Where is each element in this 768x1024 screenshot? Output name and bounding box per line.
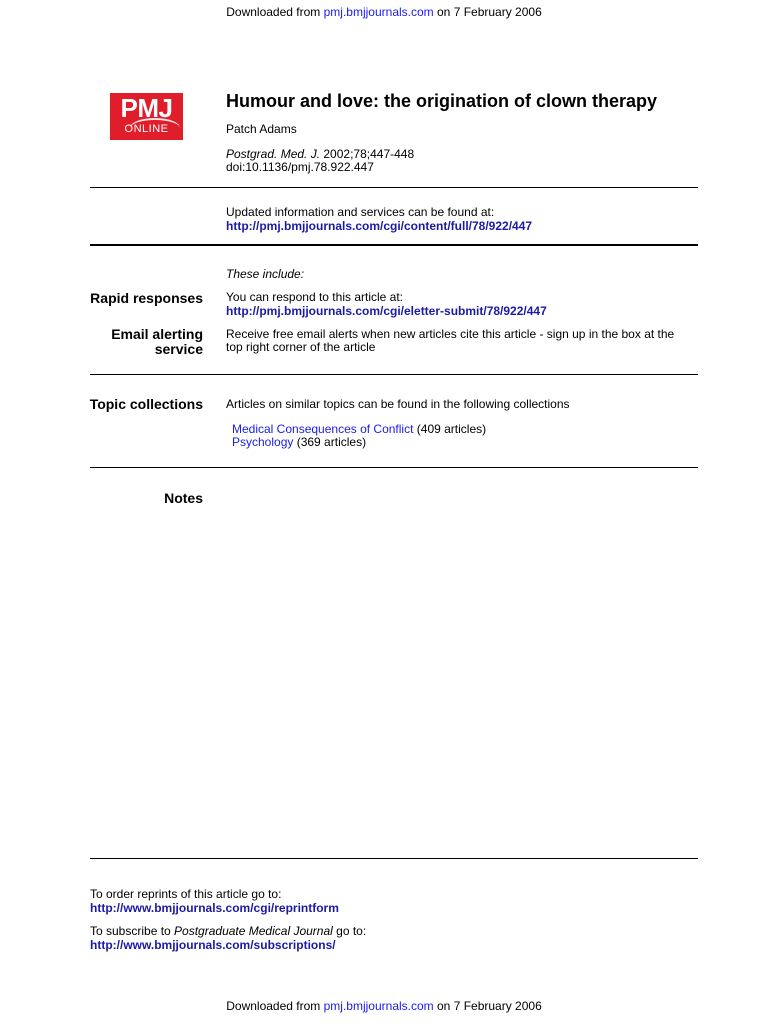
banner-prefix: Downloaded from (226, 5, 324, 19)
banner-suffix: on 7 February 2006 (433, 5, 542, 19)
updated-info-link[interactable]: http://pmj.bmjjournals.com/cgi/content/full/78/922/447 (226, 219, 533, 233)
top-download-banner (0, 6, 768, 19)
logo-tagline: ONLINE (124, 123, 169, 135)
journal-abbrev: Postgrad. Med. J. (226, 147, 321, 161)
divider-3 (90, 374, 698, 375)
banner-site-link[interactable]: pmj.bmjjournals.com (323, 5, 434, 19)
rapid-responses-text: You can respond to this article at: (226, 290, 403, 304)
divider-4 (90, 467, 698, 468)
topic-count-conflict: (409 articles) (413, 422, 487, 436)
email-label-line2: service (154, 341, 203, 357)
topic-collections-label: Topic collections (89, 396, 203, 412)
pmj-online-logo (110, 93, 183, 140)
these-include-label (226, 268, 304, 281)
these-include-text: These include: (226, 267, 305, 281)
subscribe-prefix: To subscribe to (90, 924, 175, 938)
subscribe-link[interactable]: http://www.bmjjournals.com/subscriptions/ (90, 938, 336, 952)
reprint-text: To order reprints of this article go to: (90, 887, 282, 901)
article-author: Patch Adams (226, 122, 297, 136)
email-line2: top right corner of the article (226, 340, 376, 354)
email-alerting-label (111, 327, 203, 357)
topic-item (232, 436, 366, 449)
divider-1 (90, 187, 698, 188)
email-label-line1: Email alerting (111, 326, 203, 342)
notes-label: Notes (164, 490, 203, 506)
banner-prefix: Downloaded from (226, 999, 324, 1013)
bottom-download-banner (0, 1000, 768, 1013)
updated-info-text: Updated information and services can be found at: (226, 205, 495, 219)
subscribe-journal: Postgraduate Medical Journal (174, 924, 333, 938)
topic-count-psychology: (369 articles) (293, 435, 367, 449)
rapid-responses-label: Rapid responses (90, 290, 203, 306)
email-alerting-text (226, 328, 698, 354)
citation-volume: 2002;78;447-448 (320, 147, 415, 161)
divider-2 (90, 244, 698, 246)
topic-link-psychology[interactable]: Psychology (232, 435, 294, 449)
topic-link-conflict[interactable]: Medical Consequences of Conflict (232, 422, 414, 436)
banner-suffix: on 7 February 2006 (433, 999, 542, 1013)
article-title: Humour and love: the origination of clown therapy (226, 91, 658, 111)
article-doi: doi:10.1136/pmj.78.922.447 (226, 160, 374, 174)
email-line1: Receive free email alerts when new articles cite this article - sign up in the box at the (226, 327, 675, 341)
reprint-link[interactable]: http://www.bmjjournals.com/cgi/reprintform (90, 901, 339, 915)
rapid-responses-link[interactable]: http://pmj.bmjjournals.com/cgi/eletter-submit/78/922/447 (226, 304, 547, 318)
subscribe-text (90, 925, 366, 938)
subscribe-suffix: go to: (332, 924, 367, 938)
divider-footer (90, 858, 698, 859)
logo-brand: PMJ (120, 93, 173, 123)
topic-collections-text: Articles on similar topics can be found in the following collections (226, 397, 570, 411)
banner-site-link[interactable]: pmj.bmjjournals.com (323, 999, 434, 1013)
